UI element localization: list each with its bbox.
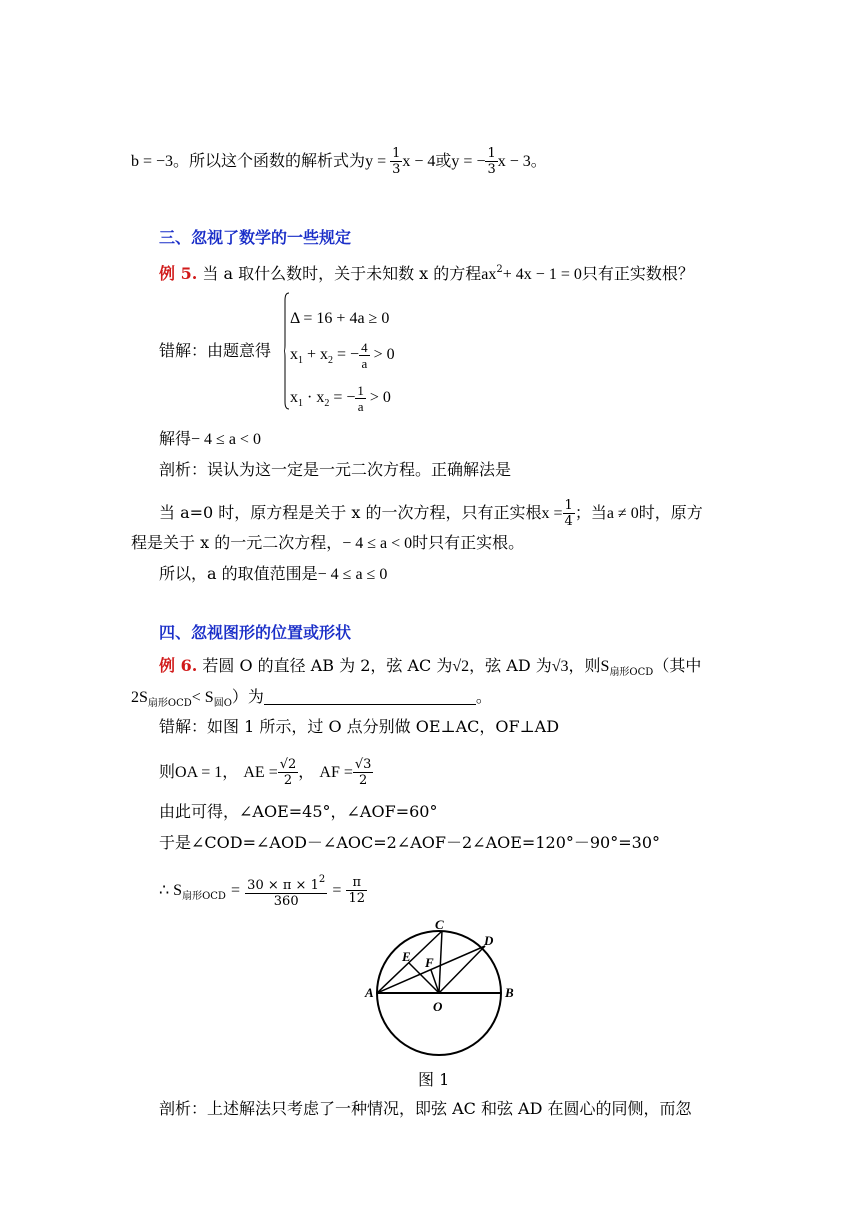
question-text: ，弦 AD 为 xyxy=(469,656,552,675)
label-o: O xyxy=(433,999,443,1014)
sqrt-3: √3 xyxy=(551,658,569,675)
frac-den: 2 xyxy=(359,773,368,788)
a-not-zero: a ≠ 0 xyxy=(606,505,639,522)
subscript-2: 2 xyxy=(328,355,334,367)
period: 。 xyxy=(530,151,547,170)
comma: ， xyxy=(222,762,239,781)
fraction-sqrt2-over-2 xyxy=(278,757,299,788)
pi-over-12 xyxy=(346,875,367,906)
wrong-solution-6: 错解：如图 1 所示，过 O 点分别做 OE⊥AC，OF⊥AD xyxy=(159,717,560,736)
b-value: b = −3 xyxy=(131,153,174,170)
circle-subscript: 圆O xyxy=(213,698,232,709)
times-x: · x xyxy=(307,389,325,407)
gt-zero: > 0 xyxy=(369,389,391,407)
var-x: x xyxy=(290,389,298,407)
figure-caption: 图 1 xyxy=(418,1070,450,1089)
af-eq: AF = xyxy=(319,764,353,781)
area-fraction xyxy=(245,872,327,909)
frac-den: a xyxy=(357,399,364,414)
y-eq1-prefix: y = xyxy=(365,153,391,170)
frac-num: π xyxy=(346,875,367,891)
conclusion-text: 所以，a 的取值范围是 xyxy=(159,564,318,583)
y-eq1-suffix: x − 4 xyxy=(402,153,436,170)
segment-od xyxy=(439,946,485,993)
example-6-label: 例 6. xyxy=(159,656,198,675)
correct-text: 当 a=0 时，原方程是关于 x 的一次方程，只有正实根 xyxy=(159,503,542,522)
correct-solution-1 xyxy=(159,498,703,529)
example-5-question xyxy=(159,259,694,286)
section-4-heading: 四、忽视图形的位置或形状 xyxy=(159,623,352,642)
correct-tail: 时只有正实根。 xyxy=(412,533,525,552)
s-symbol: S xyxy=(600,658,610,675)
fraction-1-over-a xyxy=(355,383,366,414)
two-s: 2S xyxy=(131,689,148,706)
cod-angle-line: 于是∠COD=∠AOD－∠AOC=2∠AOF－2∠AOE=120°－90°=30° xyxy=(159,833,661,852)
y-eq2-suffix: x − 3 xyxy=(497,153,531,170)
correct-tail: 时，原方 xyxy=(638,503,703,522)
label-b: B xyxy=(505,985,514,1000)
frac-num: √3 xyxy=(354,757,372,772)
exponent: 2 xyxy=(318,874,326,885)
wrong-solution-label: 错解：由题意得 xyxy=(159,341,272,360)
example-5-label: 例 5. xyxy=(159,264,198,283)
period: 。 xyxy=(475,687,492,706)
fraction-one-third-b xyxy=(485,146,497,177)
oa-eq: OA = 1 xyxy=(175,764,223,781)
frac-num: √2 xyxy=(279,757,297,772)
label-a: A xyxy=(365,985,374,1000)
label-f: F xyxy=(425,955,434,970)
lengths-line xyxy=(159,757,373,788)
conclusion-text: 。所以这个函数的解析式为 xyxy=(173,151,366,170)
function-conclusion-line xyxy=(131,146,547,177)
frac-num: 1 xyxy=(392,146,401,161)
circle-figure xyxy=(362,915,522,1065)
solve-result xyxy=(159,428,261,451)
equals-minus: = − xyxy=(337,346,360,364)
equals: = xyxy=(332,882,342,899)
frac-den: 3 xyxy=(487,162,496,177)
semicolon-text: ；当 xyxy=(574,503,607,522)
subscript-1: 1 xyxy=(298,398,303,410)
frac-num: 4 xyxy=(361,340,368,355)
solve-label: 解得 xyxy=(159,429,192,448)
equation-part: + 4x − 1 = 0 xyxy=(502,266,582,283)
sector-subscript: 扇形OCD xyxy=(182,891,226,902)
frac-den: a xyxy=(361,356,368,371)
answer-blank[interactable] xyxy=(264,688,476,705)
x-equals: x = xyxy=(541,505,563,522)
comma: ， xyxy=(298,762,315,781)
label-e: E xyxy=(402,949,411,964)
fraction-one-quarter xyxy=(563,498,575,529)
equation-part: ax xyxy=(481,266,497,283)
frac-num: 1 xyxy=(564,498,573,513)
then-text: 则 xyxy=(159,762,176,781)
numerator-text: 30 × π × 1 xyxy=(247,878,319,893)
correct-solution-2 xyxy=(131,532,524,555)
exponent-2: 2 xyxy=(496,264,503,275)
sector-subscript: 扇形OCD xyxy=(147,698,192,709)
sector-subscript: 扇形OCD xyxy=(609,667,654,678)
analysis-6: 剖析：上述解法只考虑了一种情况，即弦 AC 和弦 AD 在圆心的同侧，而忽 xyxy=(159,1099,692,1118)
question-tail: 只有正实数根？ xyxy=(581,264,694,283)
or-text: 或 xyxy=(435,151,452,170)
question-text: ）为 xyxy=(231,687,264,706)
conclusion-inequality: − 4 ≤ a ≤ 0 xyxy=(317,566,388,583)
label-c: C xyxy=(435,917,444,932)
equals: = xyxy=(231,882,241,899)
frac-den: 4 xyxy=(564,514,573,529)
example-6-question-line2 xyxy=(131,686,492,715)
angles-line: 由此可得，∠AOE=45°，∠AOF=60° xyxy=(159,802,438,821)
frac-den: 360 xyxy=(273,894,299,909)
segment-oc xyxy=(439,931,442,993)
system-eq-2 xyxy=(290,340,395,372)
fraction-one-third-a xyxy=(390,146,402,177)
label-d: D xyxy=(484,933,494,948)
fraction-sqrt3-over-2 xyxy=(353,757,374,788)
plus-x: + x xyxy=(307,346,329,364)
question-text: ，则 xyxy=(568,656,601,675)
solve-inequality: − 4 ≤ a < 0 xyxy=(191,431,261,448)
var-x: x xyxy=(290,346,298,364)
inequality: − 4 ≤ a < 0 xyxy=(342,535,413,552)
frac-num xyxy=(245,872,327,894)
correct-text: 程是关于 x 的一元二次方程， xyxy=(131,533,343,552)
frac-num: 1 xyxy=(487,146,496,161)
example-6-question-line1 xyxy=(159,655,701,684)
less-than-s: < S xyxy=(191,689,214,706)
section-3-heading: 三、忽视了数学的一些规定 xyxy=(159,228,352,247)
sector-area-line xyxy=(159,872,367,909)
question-text: 当 a 取什么数时，关于未知数 x 的方程 xyxy=(202,264,482,283)
system-eq-1: Δ = 16 + 4a ≥ 0 xyxy=(290,310,390,327)
frac-den: 2 xyxy=(283,773,293,788)
equals-minus: = − xyxy=(333,389,356,407)
frac-den: 12 xyxy=(348,891,365,906)
gt-zero: > 0 xyxy=(373,346,395,364)
system-eq-3 xyxy=(290,383,391,415)
conclusion-5 xyxy=(159,563,387,586)
analysis-5: 剖析：误认为这一定是一元二次方程。正确解法是 xyxy=(159,460,512,479)
sqrt-2: √2 xyxy=(452,658,470,675)
subscript-1: 1 xyxy=(298,355,303,367)
question-text: 若圆 O 的直径 AB 为 2，弦 AC 为 xyxy=(202,656,453,675)
y-eq2-prefix: y = − xyxy=(451,153,486,170)
ae-eq: AE = xyxy=(243,764,278,781)
subscript-2: 2 xyxy=(324,398,330,410)
question-text: （其中 xyxy=(653,656,702,675)
frac-num: 1 xyxy=(357,383,364,398)
therefore-s: ∴ S xyxy=(159,882,183,899)
frac-den: 3 xyxy=(392,162,401,177)
fraction-4-over-a xyxy=(359,340,370,371)
